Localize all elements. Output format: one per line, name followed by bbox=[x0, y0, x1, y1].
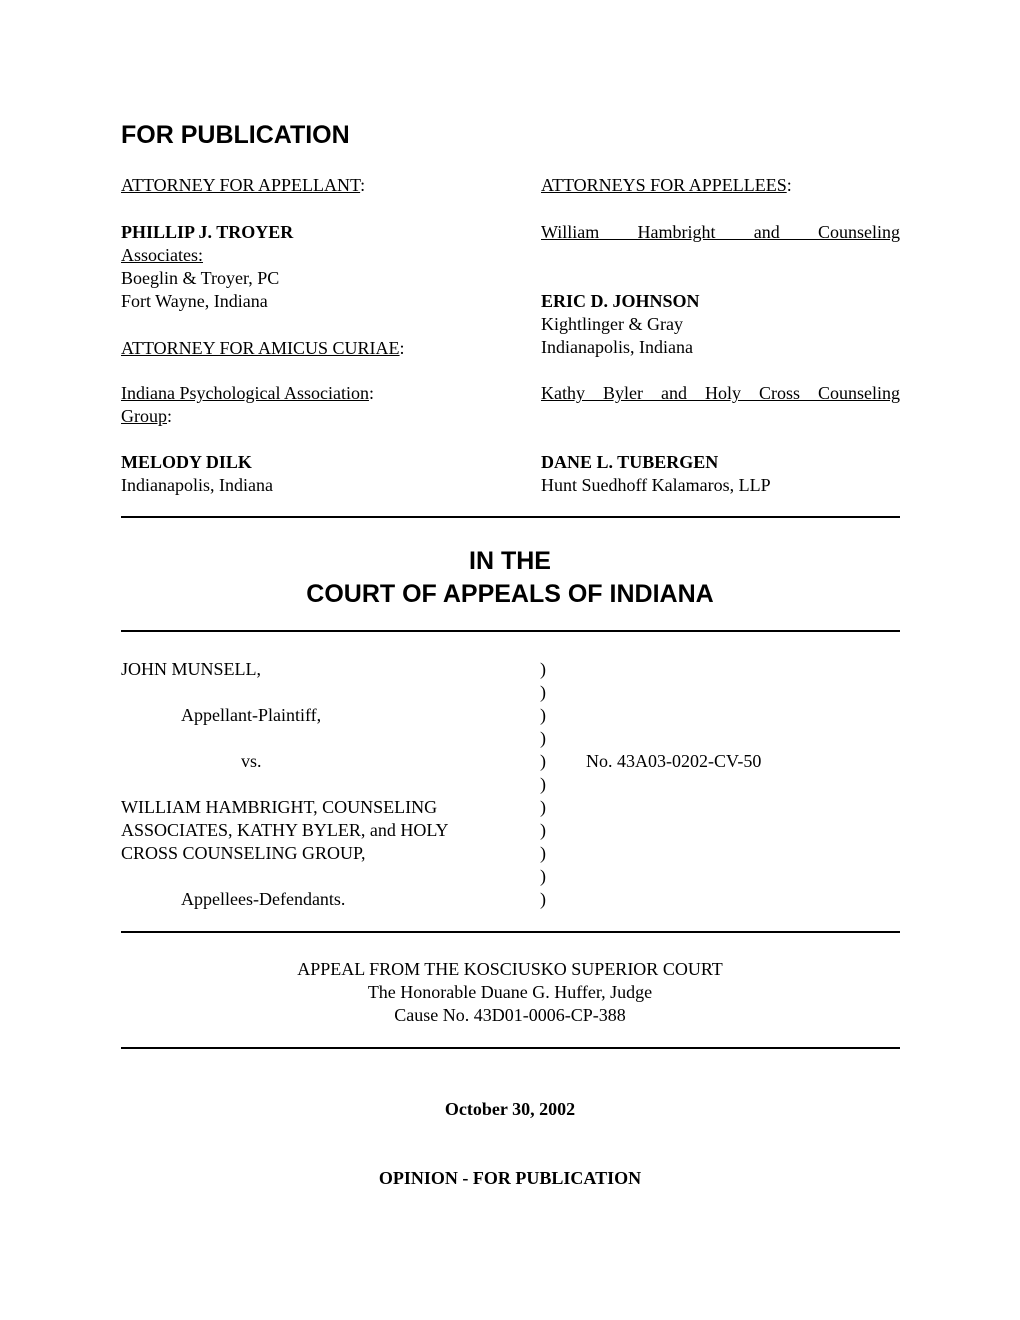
divider bbox=[121, 931, 900, 933]
amicus-org bbox=[121, 382, 374, 405]
opinion-title: OPINION - FOR PUBLICATION bbox=[378, 1168, 642, 1188]
amicus-attorney-name: MELODY DILK bbox=[121, 452, 252, 472]
appellee-attorney-1-firm: Kightlinger & Gray bbox=[541, 314, 683, 334]
amicus-city: Indianapolis, Indiana bbox=[121, 475, 273, 495]
caption-paren: ) bbox=[540, 774, 546, 794]
appellee-client-1: William Hambright and Counseling bbox=[541, 222, 900, 242]
caption-paren: ) bbox=[540, 866, 546, 886]
case-number: No. 43A03-0202-CV-50 bbox=[586, 751, 762, 771]
divider bbox=[121, 516, 900, 518]
appeal-source: APPEAL FROM THE KOSCIUSKO SUPERIOR COURT bbox=[297, 959, 723, 979]
appeal-judge: The Honorable Duane G. Huffer, Judge bbox=[367, 982, 653, 1002]
appellant-party: JOHN MUNSELL, bbox=[121, 659, 262, 679]
caption-paren: ) bbox=[540, 705, 546, 725]
colon: : bbox=[786, 175, 792, 195]
colon: : bbox=[167, 406, 173, 426]
caption-paren: ) bbox=[540, 843, 546, 863]
divider bbox=[121, 1047, 900, 1049]
caption-paren: ) bbox=[540, 820, 546, 840]
court-heading-line2: COURT OF APPEALS OF INDIANA bbox=[306, 580, 714, 608]
appellant-role: Appellant-Plaintiff, bbox=[181, 705, 322, 725]
amicus-org-text: Indiana Psychological Association bbox=[121, 383, 369, 403]
caption-paren: ) bbox=[540, 659, 546, 679]
caption-paren: ) bbox=[540, 751, 546, 771]
appellee-client-2: Kathy Byler and Holy Cross Counseling bbox=[541, 383, 900, 403]
appellees-party-line2: ASSOCIATES, KATHY BYLER, and HOLY bbox=[121, 820, 449, 840]
caption-paren: ) bbox=[540, 889, 546, 909]
appellant-clients: Associates: bbox=[121, 245, 203, 265]
appellees-party-line3: CROSS COUNSELING GROUP, bbox=[121, 843, 366, 863]
versus: vs. bbox=[241, 751, 262, 771]
colon: : bbox=[368, 383, 374, 403]
caption-paren: ) bbox=[540, 797, 546, 817]
appellees-role: Appellees-Defendants. bbox=[181, 889, 346, 909]
appellant-firm: Boeglin & Troyer, PC bbox=[121, 268, 280, 288]
court-heading-line1: IN THE bbox=[469, 547, 551, 575]
appellee-client-2-continued bbox=[121, 405, 172, 428]
appellee-attorney-1-city: Indianapolis, Indiana bbox=[541, 337, 693, 357]
caption-paren: ) bbox=[540, 728, 546, 748]
appellant-attorney-label-text: ATTORNEY FOR APPELLANT bbox=[121, 175, 361, 195]
page-title: FOR PUBLICATION bbox=[121, 121, 350, 149]
amicus-attorney-label bbox=[121, 337, 405, 360]
appellees-attorneys-label bbox=[541, 174, 792, 197]
appellant-attorney-name: PHILLIP J. TROYER bbox=[121, 222, 294, 242]
colon: : bbox=[399, 338, 405, 358]
colon: : bbox=[360, 175, 366, 195]
appellee-attorney-2-name: DANE L. TUBERGEN bbox=[541, 452, 719, 472]
appellees-party-line1: WILLIAM HAMBRIGHT, COUNSELING bbox=[121, 797, 438, 817]
appellant-attorney-label bbox=[121, 174, 365, 197]
decision-date: October 30, 2002 bbox=[444, 1099, 576, 1119]
divider bbox=[121, 630, 900, 632]
appellee-client-2-line2: Group bbox=[121, 406, 167, 426]
appellant-city: Fort Wayne, Indiana bbox=[121, 291, 268, 311]
appellee-attorney-2-firm: Hunt Suedhoff Kalamaros, LLP bbox=[541, 475, 771, 495]
appellees-label-text: ATTORNEYS FOR APPELLEES bbox=[541, 175, 787, 195]
appellee-attorney-1-name: ERIC D. JOHNSON bbox=[541, 291, 700, 311]
appeal-cause-number: Cause No. 43D01-0006-CP-388 bbox=[394, 1005, 626, 1025]
caption-paren: ) bbox=[540, 682, 546, 702]
amicus-label-text: ATTORNEY FOR AMICUS CURIAE bbox=[121, 338, 400, 358]
